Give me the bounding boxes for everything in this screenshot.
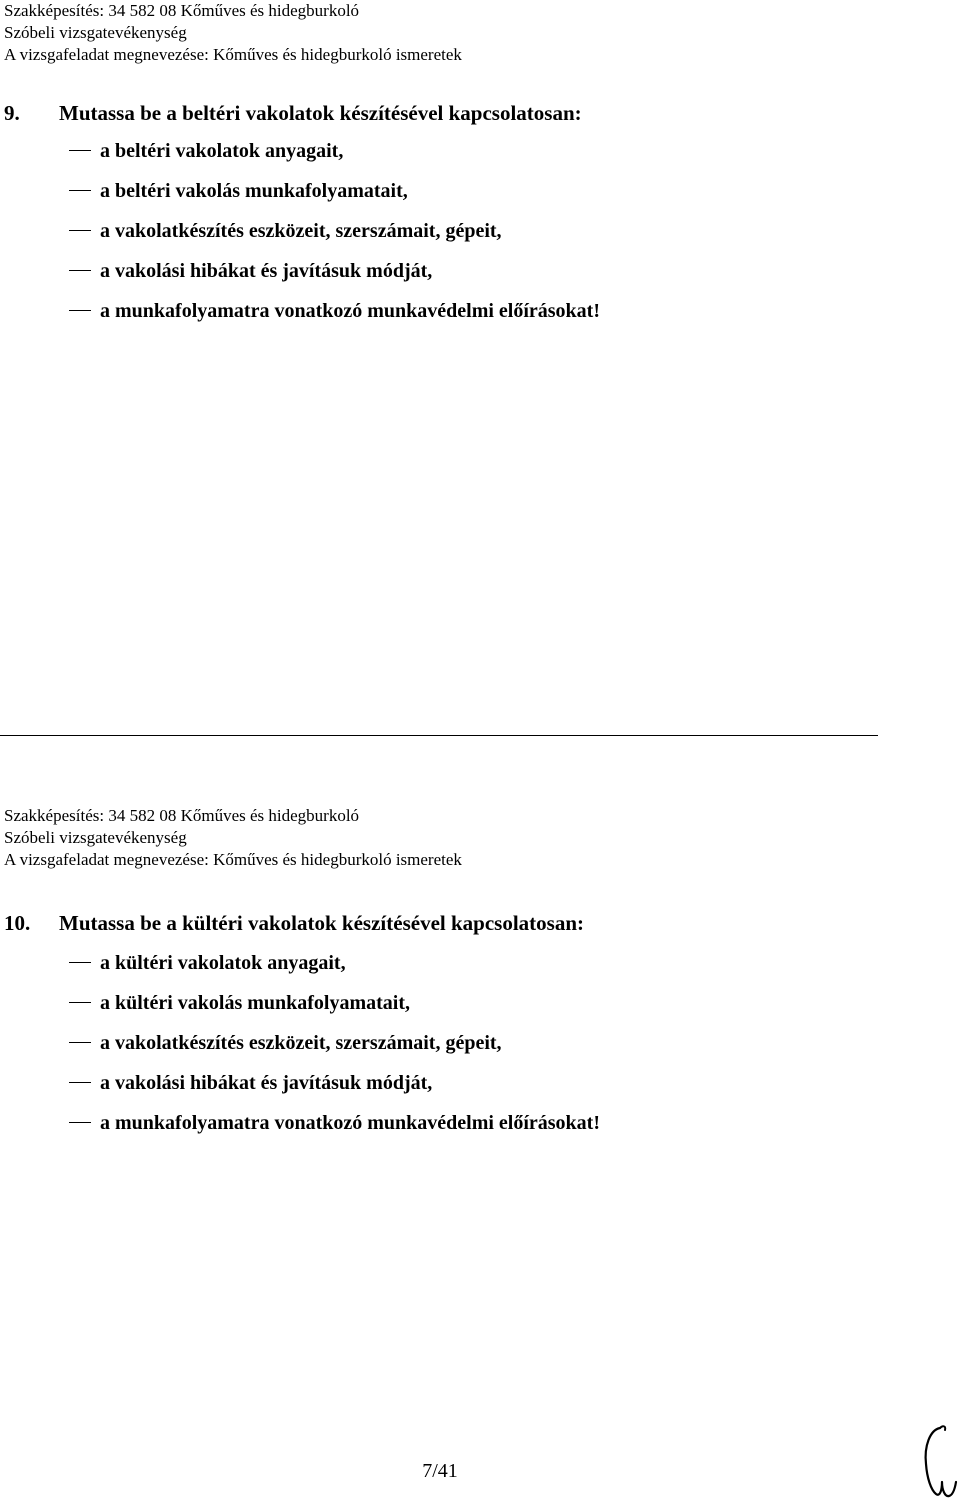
dash-bullet (69, 150, 91, 151)
dash-bullet (69, 190, 91, 191)
list-item: a munkafolyamatra vonatkozó munkavédelmi előírásokat! (4, 1108, 904, 1148)
list-item: a vakolatkészítés eszközeit, szerszámait, gépeit, (4, 216, 904, 256)
question-10 (4, 908, 904, 1148)
header-qualification: Szakképesítés: 34 582 08 Kőműves és hidegburkoló (4, 1, 360, 20)
header-exam-activity: Szóbeli vizsgatevékenység (4, 828, 187, 847)
question-number: 9. (4, 101, 20, 125)
list-item: a kültéri vakolás munkafolyamatait, (4, 988, 904, 1028)
list-item: a vakolási hibákat és javításuk módját, (4, 1068, 904, 1108)
page-header-top (4, 0, 462, 66)
list-item: a vakolási hibákat és javításuk módját, (4, 256, 904, 296)
list-item: a kültéri vakolatok anyagait, (4, 948, 904, 988)
header-qualification: Szakképesítés: 34 582 08 Kőműves és hidegburkoló (4, 806, 360, 825)
header-exam-activity: Szóbeli vizsgatevékenység (4, 23, 187, 42)
dash-bullet (69, 962, 91, 963)
dash-bullet (69, 270, 91, 271)
dash-bullet (69, 310, 91, 311)
dash-bullet (69, 1122, 91, 1123)
signature-mark (918, 1420, 958, 1500)
dash-bullet (69, 1002, 91, 1003)
list-item: a vakolatkészítés eszközeit, szerszámait, gépeit, (4, 1028, 904, 1068)
question-10-items (4, 948, 904, 1148)
question-text: Mutassa be a kültéri vakolatok készítésével kapcsolatosan: (59, 911, 584, 935)
page-number: 7/41 (422, 1460, 458, 1482)
list-item: a beltéri vakolás munkafolyamatait, (4, 176, 904, 216)
header-task-name: A vizsgafeladat megnevezése: Kőműves és hidegburkoló ismeretek (4, 850, 462, 869)
question-9-items (4, 136, 904, 336)
question-text: Mutassa be a beltéri vakolatok készítésével kapcsolatosan: (59, 101, 582, 125)
dash-bullet (69, 230, 91, 231)
question-9-title (4, 98, 904, 128)
page-header-bottom (4, 805, 462, 871)
list-item: a beltéri vakolatok anyagait, (4, 136, 904, 176)
header-task-name: A vizsgafeladat megnevezése: Kőműves és hidegburkoló ismeretek (4, 45, 462, 64)
page-divider (0, 735, 878, 736)
dash-bullet (69, 1082, 91, 1083)
question-number: 10. (4, 911, 31, 935)
dash-bullet (69, 1042, 91, 1043)
question-10-title (4, 908, 904, 938)
question-9 (4, 98, 904, 336)
list-item: a munkafolyamatra vonatkozó munkavédelmi előírásokat! (4, 296, 904, 336)
